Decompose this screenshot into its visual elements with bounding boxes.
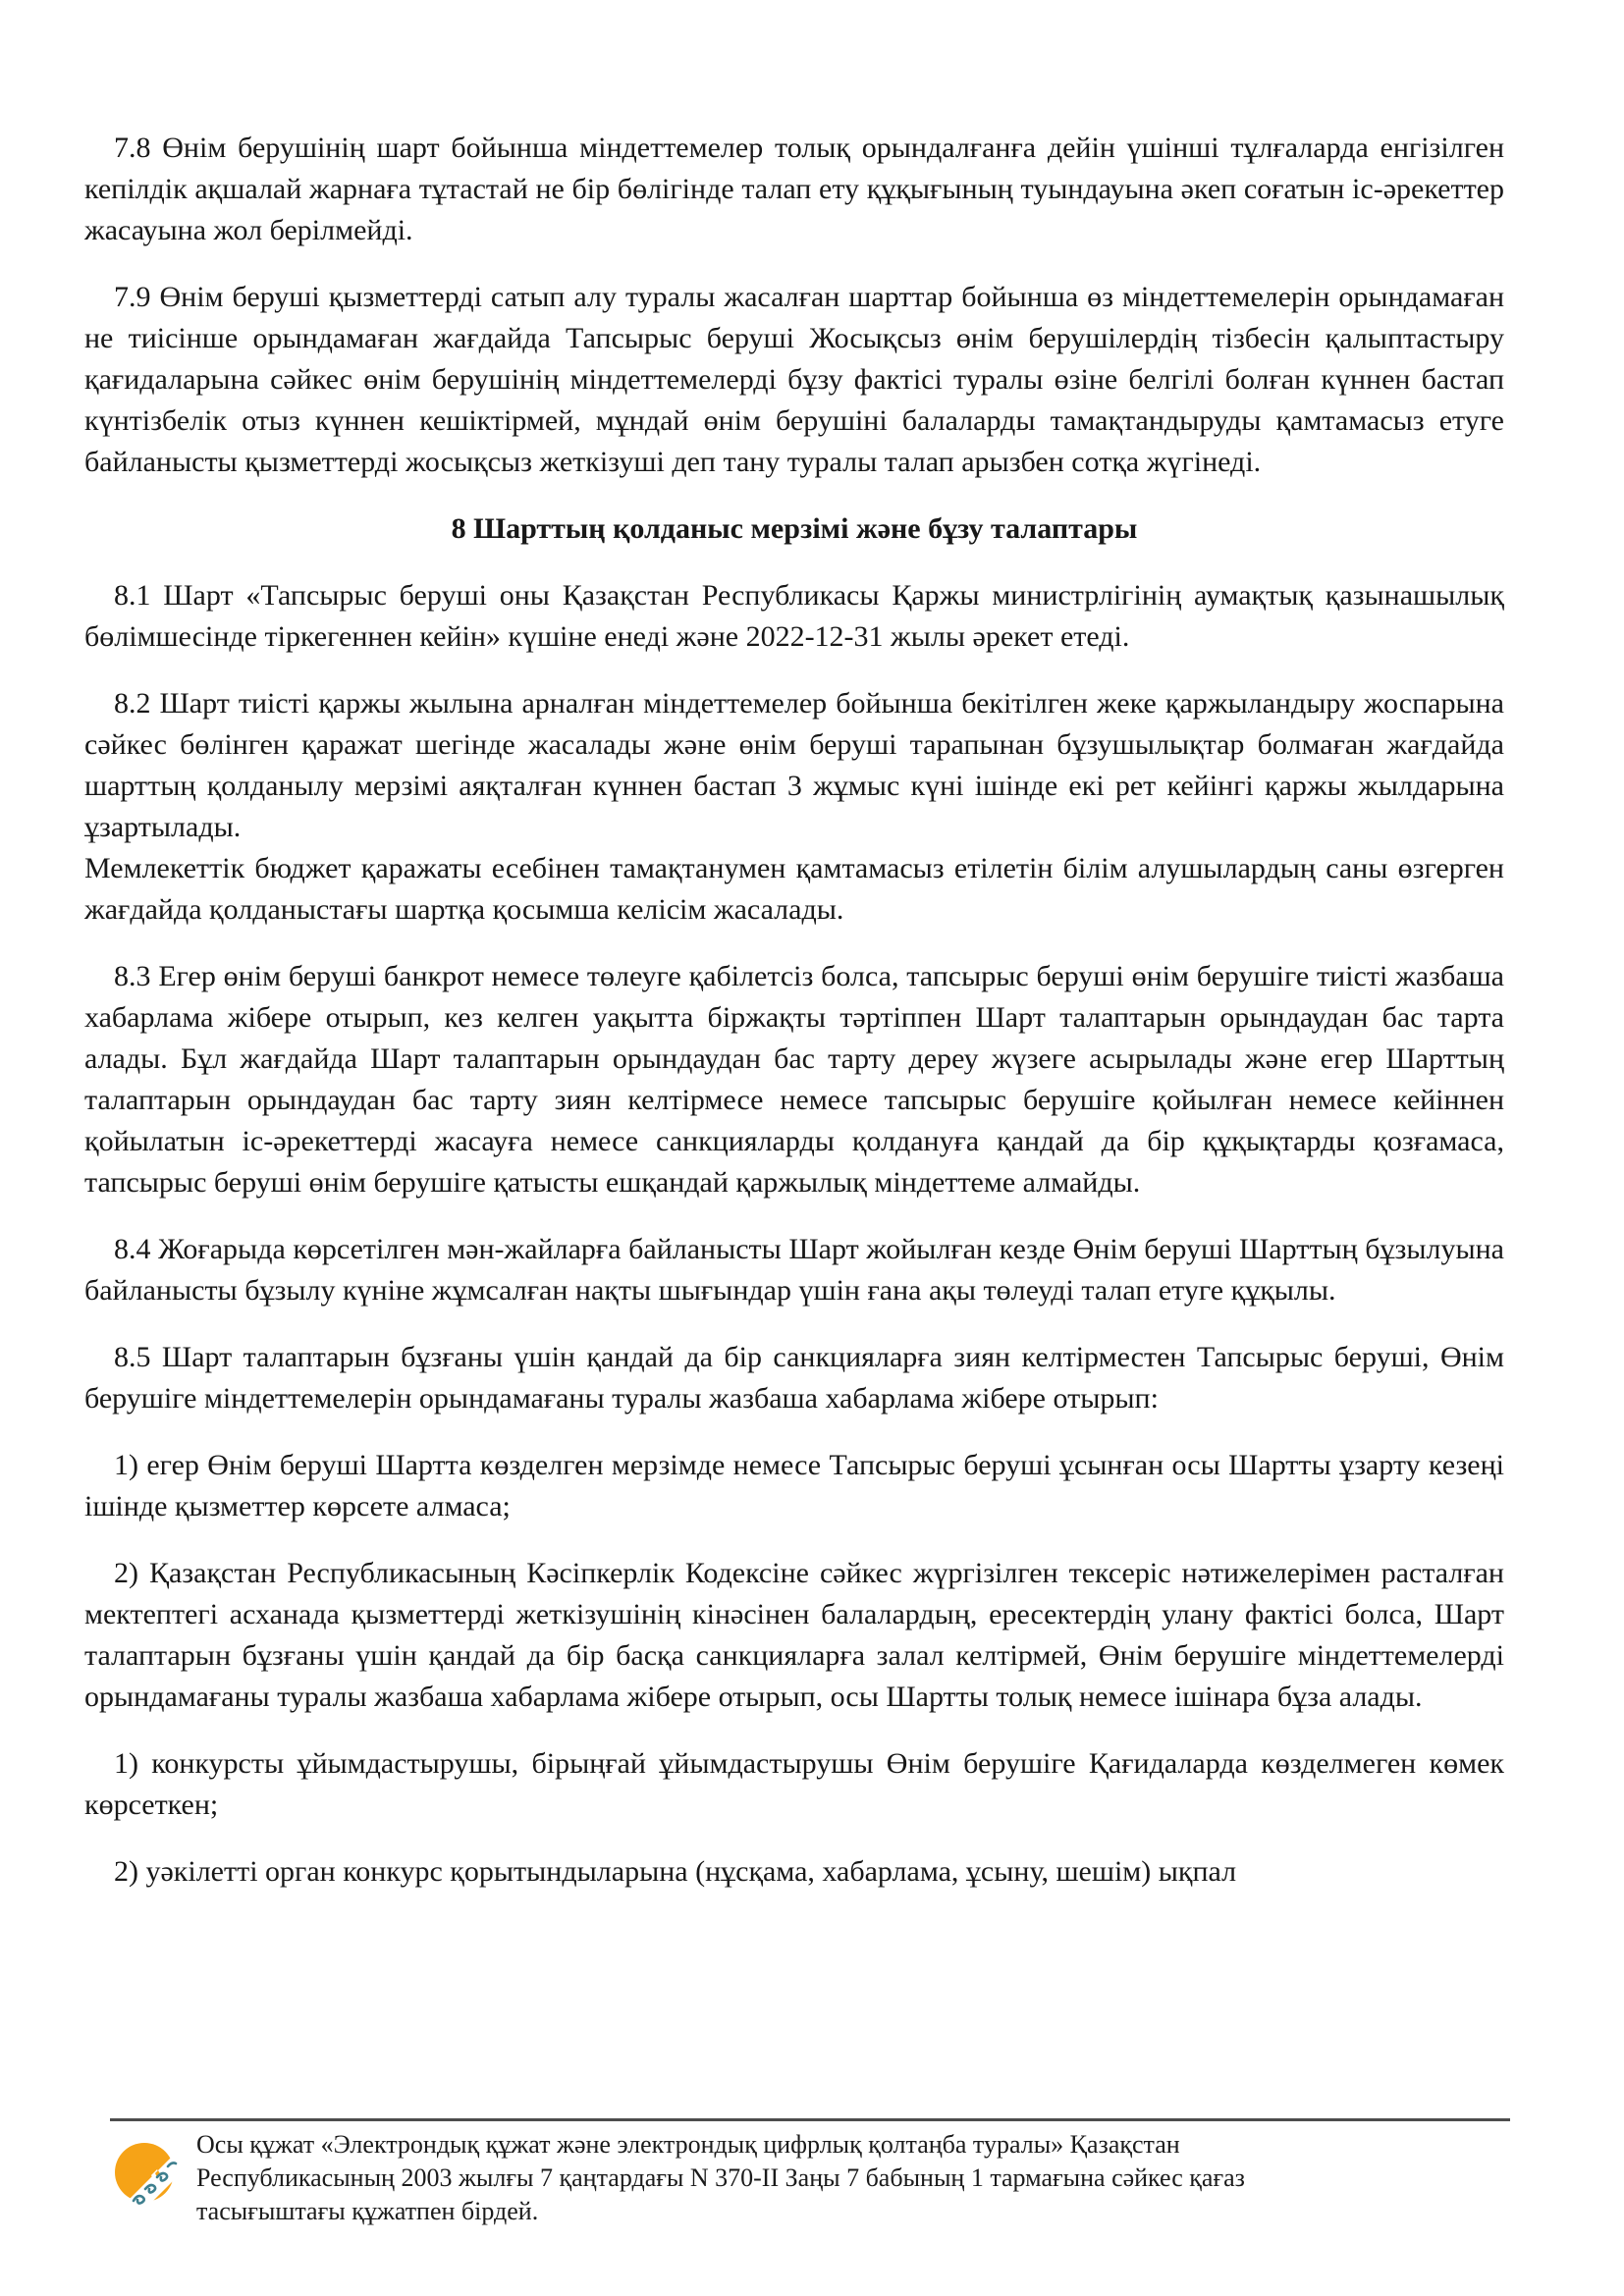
clause-8-3: 8.3 Егер өнім беруші банкрот немесе төлеуге қабілетсіз болса, тапсырыс беруші өнім берушіге тиісті жазбаша хабарлама жібере отырып, кез келген уақытта біржақты тәртіппен Шарт талаптарын орындаудан бас тарта алады. Бұл жағдайда Шарт талаптарын орындаудан бас тарту дереу жүзеге асырылады және егер Шарттың талаптарын орындаудан бас тарту зиян келтірмесе немесе тапсырыс берушіге қойылған немесе кейіннен қойылатын іс-әрекеттерді жасауға немесе санкцияларды қолдануға қандай да бір құқықтарды қозғамаса, тапсырыс беруші өнім берушіге қатысты ешқандай қаржылық міндеттеме алмайды. — [84, 960, 1504, 1199]
esign-stamp-icon — [112, 2140, 181, 2209]
clause-7-8: 7.8 Өнім берушінің шарт бойынша міндеттемелер толық орындалғанға дейін үшінші тұлғаларда енгізілген кепілдік ақшалай жарнаға тұтастай не бір бөлігінде талап ету құқығының туындауына әкеп соғатын іс-әрекеттер жасауына жол берілмейді. — [84, 132, 1504, 246]
clause-8-1: 8.1 Шарт «Тапсырыс беруші оны Қазақстан Республикасы Қаржы министрлігінің аумақтық қазынашылық бөлімшесінде тіркегеннен кейін» күшіне енеді және 2022-12-31 жылы әрекет етеді. — [84, 579, 1504, 653]
clause-8-2-continuation: Мемлекеттік бюджет қаражаты есебінен тамақтанумен қамтамасыз етілетін білім алушылардың саны өзгерген жағдайда қолданыстағы шартқа қосымша келісім жасалады. — [84, 852, 1504, 926]
esign-footer-note: Осы құжат «Электрондық құжат және электрондық цифрлық қолтаңба туралы» Қазақстан Республикасының 2003 жылғы 7 қаңтардағы N 370-II Заңы 7 бабының 1 тармағына сәйкес қағаз тасығыштағы құжатпен бірдей. — [196, 2130, 1245, 2225]
clause-7-9: 7.9 Өнім беруші қызметтерді сатып алу туралы жасалған шарттар бойынша өз міндеттемелерін орындамаған не тиісінше орындамаған жағдайда Тапсырыс беруші Жосықсыз өнім берушілердің тізбесін қалыптастыру қағидаларына сәйкес өнім берушінің міндеттемелерді бұзу фактісі туралы өзіне белгілі болған күннен бастап күнтізбелік отыз күннен кешіктірмей, мұндай өнім берушіні балаларды тамақтандыруды қамтамасыз етуге байланысты қызметтерді жосықсыз жеткізуші деп тану туралы талап арызбен сотқа жүгінеді. — [84, 281, 1504, 478]
clause-8-4: 8.4 Жоғарыда көрсетілген мән-жайларға байланысты Шарт жойылған кезде Өнім беруші Шарттың бұзылуына байланысты бұзылу күніне жұмсалған нақты шығындар үшін ғана ақы төлеуді талап етуге құқылы. — [84, 1233, 1504, 1307]
list-item-2b-truncated: 2) уәкілетті орган конкурс қорытындыларына (нұсқама, хабарлама, ұсыну, шешім) ықпал — [114, 1855, 1237, 1888]
list-item-1b: 1) конкурсты ұйымдастырушы, бірыңғай ұйымдастырушы Өнім берушіге Қағидаларда көзделмеген көмек көрсеткен; — [84, 1747, 1504, 1821]
section-8-heading: 8 Шарттың қолданыс мерзімі және бұзу талаптары — [451, 512, 1138, 545]
page-break-line — [110, 2118, 1510, 2121]
list-item-2a: 2) Қазақстан Республикасының Кәсіпкерлік Кодексіне сәйкес жүргізілген тексеріс нәтижелерімен расталған мектептегі асханада қызметтерді жеткізушінің кінәсінен балалардың, ересектердің улану фактісі болса, Шарт талаптарын бұзғаны үшін қандай да бір басқа санкцияларға залал келтірмей, Өнім берушіге міндеттемелерді орындамағаны туралы жазбаша хабарлама жібере отырып, осы Шартты толық немесе ішінара бұза алады. — [84, 1557, 1504, 1713]
clause-8-5: 8.5 Шарт талаптарын бұзғаны үшін қандай да бір санкцияларға зиян келтірместен Тапсырыс беруші, Өнім берушіге міндеттемелерін орындамағаны туралы жазбаша хабарлама жібере отырып: — [84, 1341, 1504, 1415]
clause-8-2: 8.2 Шарт тиісті қаржы жылына арналған міндеттемелер бойынша бекітілген жеке қаржыландыру жоспарына сәйкес бөлінген қаражат шегінде жасалады және өнім беруші тарапынан бұзушылықтар болмаған жағдайда шарттың қолданылу мерзімі аяқталған күннен бастап 3 жұмыс күні ішінде екі рет кейінгі қаржы жылдарына ұзартылады. — [84, 687, 1504, 843]
list-item-1a: 1) егер Өнім беруші Шартта көзделген мерзімде немесе Тапсырыс беруші ұсынған осы Шартты ұзарту кезеңі ішінде қызметтер көрсете алмаса; — [84, 1449, 1504, 1522]
